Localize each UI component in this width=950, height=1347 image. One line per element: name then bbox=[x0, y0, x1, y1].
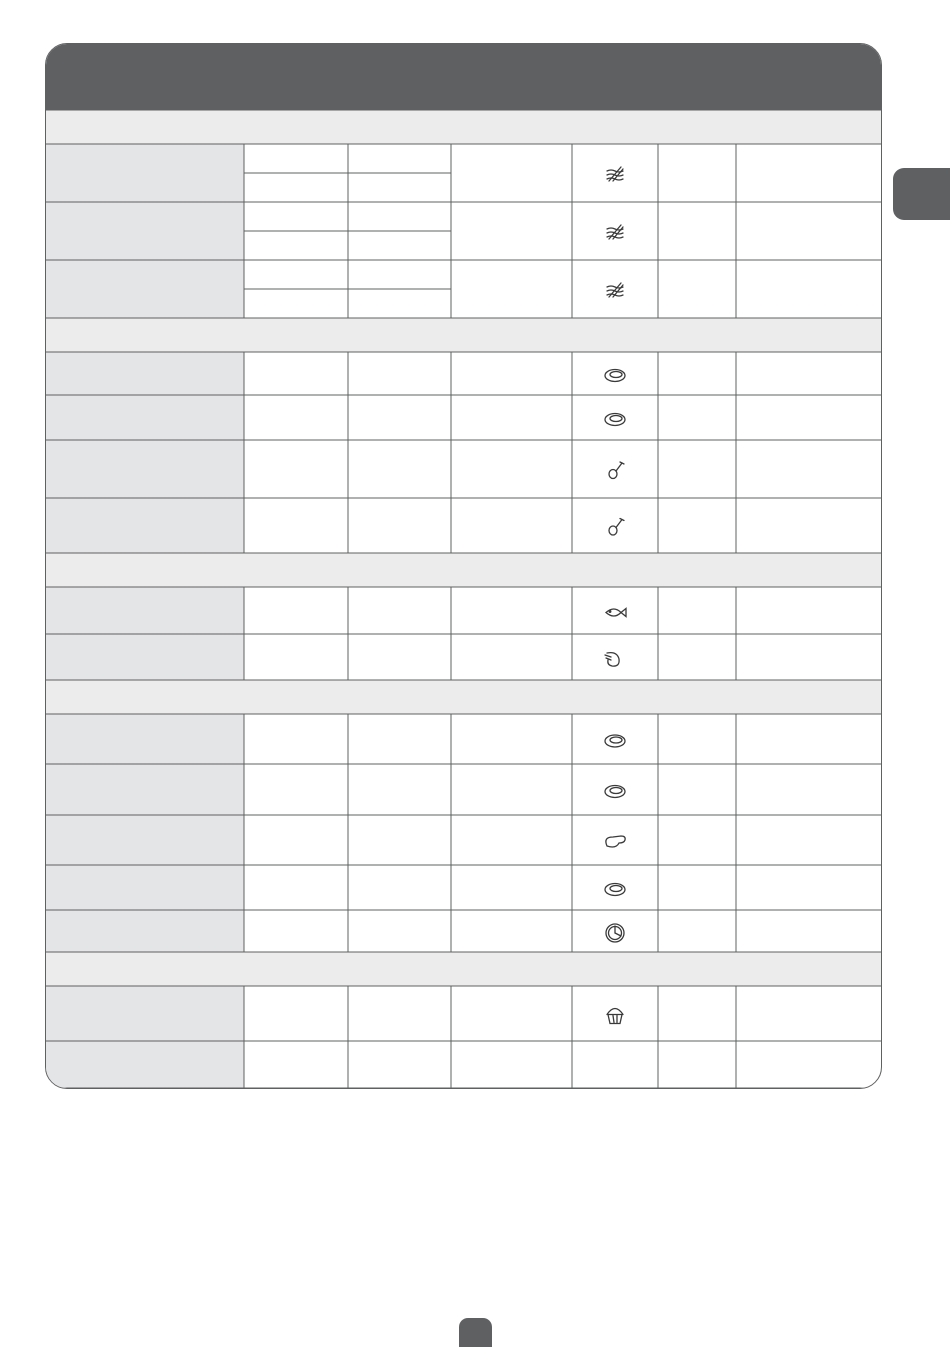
page-number-badge bbox=[459, 1318, 492, 1347]
row-label-cell bbox=[46, 910, 244, 952]
row-label-cell bbox=[46, 714, 244, 764]
section-band bbox=[46, 318, 882, 352]
section-band bbox=[46, 680, 882, 714]
row-label-cell bbox=[46, 144, 244, 202]
shrimp-icon bbox=[605, 653, 619, 667]
rack-icon bbox=[607, 225, 623, 239]
section-band bbox=[46, 952, 882, 986]
steak-icon bbox=[605, 370, 625, 382]
row-label-cell bbox=[46, 634, 244, 680]
section-side-tab bbox=[893, 168, 950, 220]
row-label-cell bbox=[46, 260, 244, 318]
row-label-cell bbox=[46, 764, 244, 815]
row-label-cell bbox=[46, 440, 244, 498]
steak-icon bbox=[605, 414, 625, 426]
steak-icon bbox=[605, 786, 625, 798]
row-label-cell bbox=[46, 587, 244, 634]
drumstick-icon bbox=[609, 462, 624, 479]
pizza-icon bbox=[606, 924, 624, 942]
section-band bbox=[46, 553, 882, 587]
row-label-cell bbox=[46, 986, 244, 1041]
row-label-cell bbox=[46, 202, 244, 260]
rack-icon bbox=[607, 167, 623, 181]
row-label-cell bbox=[46, 395, 244, 440]
row-label-cell bbox=[46, 1041, 244, 1088]
row-label-cell bbox=[46, 498, 244, 553]
drumstick-icon bbox=[609, 519, 624, 536]
row-label-cell bbox=[46, 815, 244, 865]
steak-icon bbox=[605, 735, 625, 747]
row-label-cell bbox=[46, 352, 244, 395]
rack-icon bbox=[607, 283, 623, 297]
row-label-cell bbox=[46, 865, 244, 910]
sausage-icon bbox=[606, 836, 625, 847]
section-band bbox=[46, 110, 882, 144]
cake-icon bbox=[607, 1009, 623, 1024]
fish-icon bbox=[606, 609, 626, 617]
recipe-table-grid bbox=[46, 44, 882, 1089]
steak-icon bbox=[605, 884, 625, 896]
table-header bbox=[46, 44, 882, 110]
recipe-table bbox=[45, 43, 882, 1089]
